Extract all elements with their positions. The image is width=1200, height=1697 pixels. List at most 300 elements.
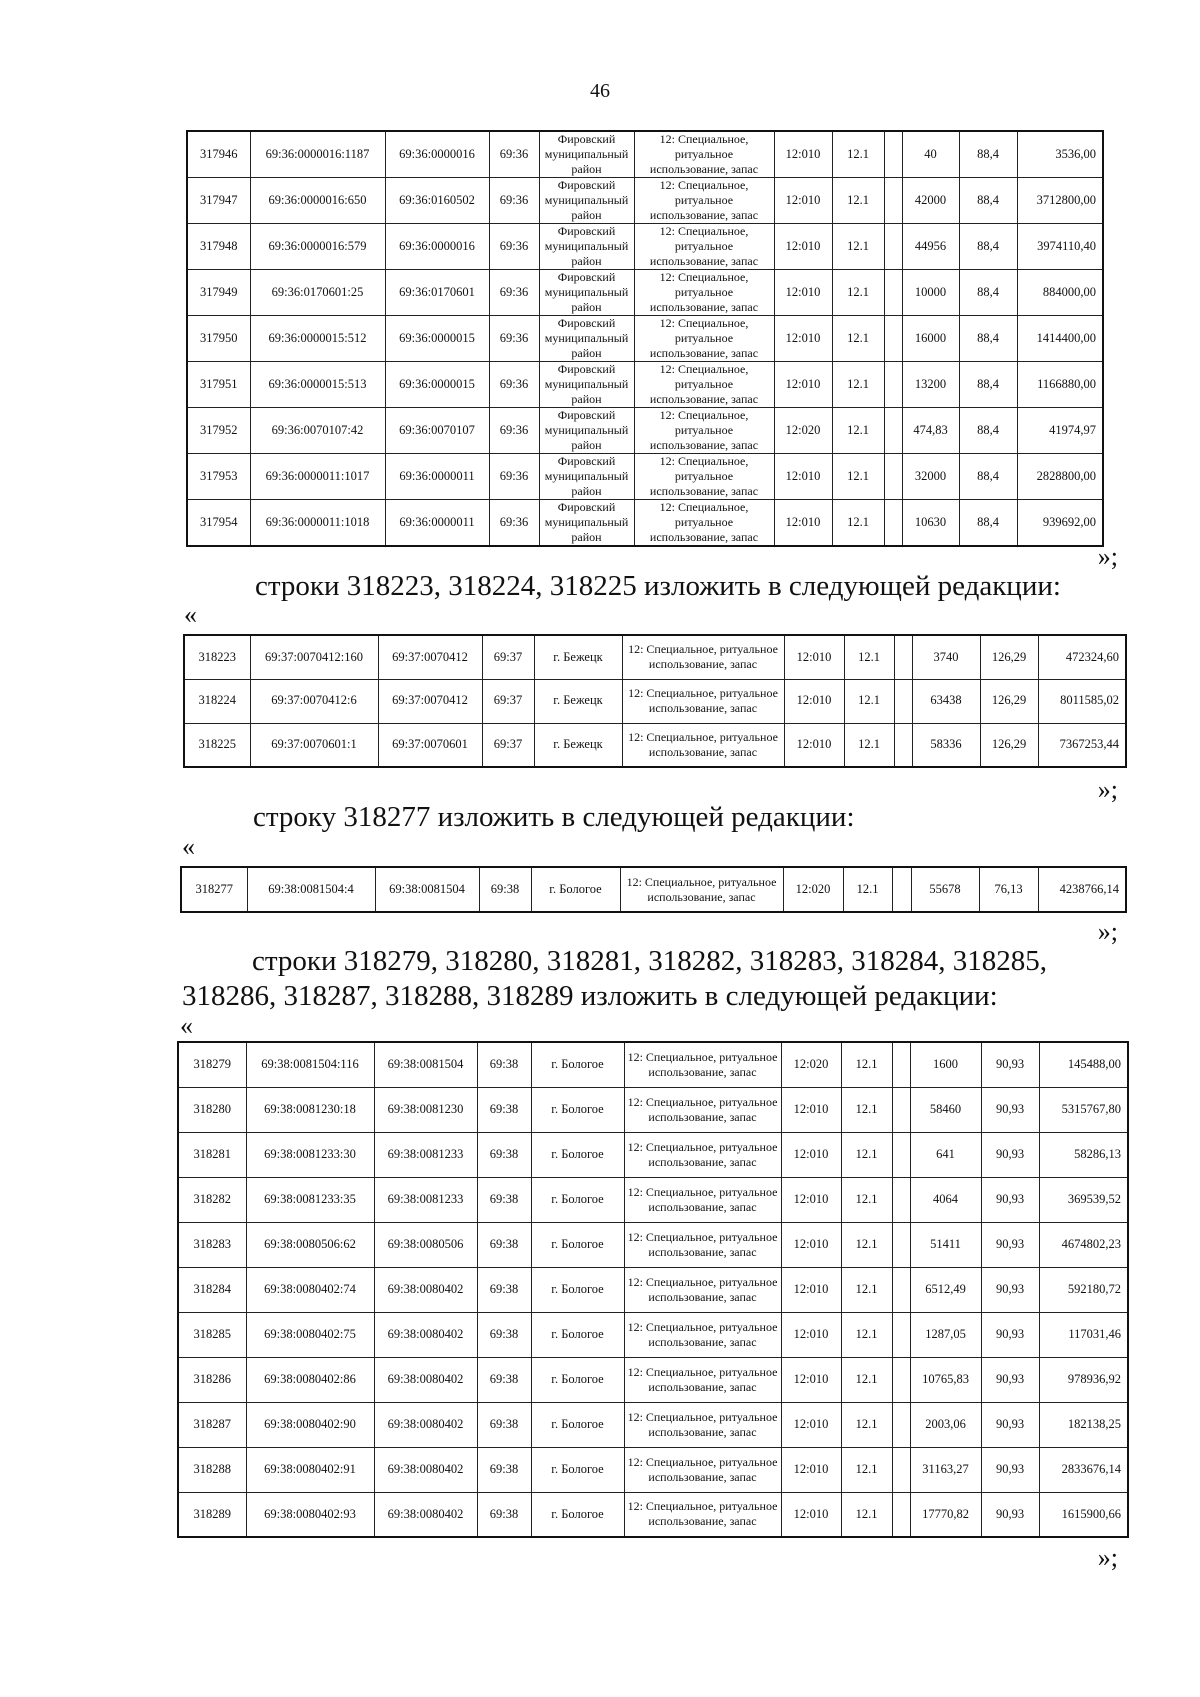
purpose-code-cell: 12:020 [781,1042,841,1087]
land-category-cell: 12: Специальное, ритуальное использование, запас [634,316,774,362]
locality-cell: Фировский муниципальный район [539,224,634,270]
row-number-cell: 318288 [178,1447,246,1492]
area-cell: 58460 [910,1087,981,1132]
cadastral-number-cell: 69:38:0080506:62 [246,1222,374,1267]
group-code-cell: 12.1 [832,500,884,547]
specific-value-cell: 90,93 [981,1312,1039,1357]
purpose-code-cell: 12:010 [781,1447,841,1492]
cadastral-number-cell: 69:38:0081233:35 [246,1177,374,1222]
specific-value-cell: 126,29 [980,723,1038,767]
purpose-code-cell: 12:010 [774,362,832,408]
district-code-cell: 69:38 [477,1312,531,1357]
closing-quote-4: »; [1097,1543,1118,1572]
area-cell: 58336 [912,723,980,767]
row-number-cell: 318281 [178,1132,246,1177]
group-code-cell: 12.1 [841,1312,892,1357]
blank-cell [884,131,902,178]
instruction-4-line-2: 318286, 318287, 318288, 318289 изложить в следующей редакции: [182,980,998,1012]
locality-cell: г. Бологое [531,867,620,912]
specific-value-cell: 88,4 [959,408,1017,454]
specific-value-cell: 88,4 [959,131,1017,178]
row-number-cell: 317952 [187,408,250,454]
instruction-2: строки 318223, 318224, 318225 изложить в следующей редакции: [255,570,1061,602]
land-category-cell: 12: Специальное, ритуальное использование, запас [622,723,784,767]
group-code-cell: 12.1 [844,723,894,767]
cadastral-table-3 [180,866,1127,913]
cadastral-number-cell: 69:36:0000016:650 [250,178,385,224]
quarter-number-cell: 69:36:0070107 [385,408,489,454]
locality-cell: Фировский муниципальный район [539,316,634,362]
specific-value-cell: 126,29 [980,635,1038,679]
land-category-cell: 12: Специальное, ритуальное использование, запас [624,1357,781,1402]
table-row [178,1357,1128,1402]
cadastral-number-cell: 69:38:0080402:74 [246,1267,374,1312]
row-number-cell: 318279 [178,1042,246,1087]
cadastral-value-cell: 939692,00 [1017,500,1103,547]
row-number-cell: 318223 [184,635,250,679]
cadastral-value-cell: 884000,00 [1017,270,1103,316]
purpose-code-cell: 12:010 [781,1267,841,1312]
row-number-cell: 317950 [187,316,250,362]
row-number-cell: 318289 [178,1492,246,1537]
table-row [181,867,1126,912]
table-row [178,1267,1128,1312]
blank-cell [884,224,902,270]
quarter-number-cell: 69:38:0080506 [374,1222,477,1267]
locality-cell: Фировский муниципальный район [539,131,634,178]
district-code-cell: 69:36 [489,362,539,408]
table-row [178,1132,1128,1177]
land-category-cell: 12: Специальное, ритуальное использование, запас [634,408,774,454]
blank-cell [884,362,902,408]
cadastral-value-cell: 1166880,00 [1017,362,1103,408]
purpose-code-cell: 12:010 [781,1222,841,1267]
row-number-cell: 318283 [178,1222,246,1267]
table-row [187,270,1103,316]
group-code-cell: 12.1 [841,1267,892,1312]
opening-quote-2: « [184,600,197,629]
cadastral-value-cell: 3974110,40 [1017,224,1103,270]
cadastral-number-cell: 69:38:0081233:30 [246,1132,374,1177]
specific-value-cell: 88,4 [959,178,1017,224]
purpose-code-cell: 12:010 [774,454,832,500]
quarter-number-cell: 69:38:0081233 [374,1132,477,1177]
cadastral-number-cell: 69:37:0070412:6 [250,679,378,723]
table-row [187,178,1103,224]
table-row [184,679,1126,723]
opening-quote-4: « [180,1011,193,1040]
quarter-number-cell: 69:38:0080402 [374,1312,477,1357]
land-category-cell: 12: Специальное, ритуальное использование, запас [624,1447,781,1492]
area-cell: 40 [902,131,959,178]
blank-cell [892,867,911,912]
group-code-cell: 12.1 [841,1177,892,1222]
group-code-cell: 12.1 [841,1222,892,1267]
blank-cell [892,1492,910,1537]
blank-cell [892,1267,910,1312]
specific-value-cell: 90,93 [981,1222,1039,1267]
area-cell: 641 [910,1132,981,1177]
cadastral-number-cell: 69:38:0081504:4 [247,867,375,912]
closing-quote-2: »; [1097,775,1118,804]
group-code-cell: 12.1 [841,1492,892,1537]
table-row [178,1177,1128,1222]
quarter-number-cell: 69:37:0070412 [378,635,482,679]
table-row [187,131,1103,178]
land-category-cell: 12: Специальное, ритуальное использование, запас [624,1042,781,1087]
row-number-cell: 318277 [181,867,247,912]
blank-cell [884,178,902,224]
table-row [187,362,1103,408]
district-code-cell: 69:36 [489,408,539,454]
cadastral-value-cell: 1615900,66 [1039,1492,1128,1537]
closing-quote-3: »; [1097,917,1118,946]
district-code-cell: 69:37 [482,723,534,767]
row-number-cell: 318280 [178,1087,246,1132]
locality-cell: г. Бологое [531,1312,624,1357]
cadastral-number-cell: 69:36:0000015:512 [250,316,385,362]
specific-value-cell: 90,93 [981,1087,1039,1132]
land-category-cell: 12: Специальное, ритуальное использование, запас [634,224,774,270]
locality-cell: г. Бологое [531,1087,624,1132]
district-code-cell: 69:38 [477,1177,531,1222]
group-code-cell: 12.1 [832,408,884,454]
group-code-cell: 12.1 [843,867,892,912]
specific-value-cell: 76,13 [979,867,1038,912]
cadastral-number-cell: 69:38:0080402:93 [246,1492,374,1537]
locality-cell: г. Бологое [531,1177,624,1222]
row-number-cell: 317953 [187,454,250,500]
area-cell: 1287,05 [910,1312,981,1357]
district-code-cell: 69:36 [489,270,539,316]
cadastral-number-cell: 69:37:0070412:160 [250,635,378,679]
cadastral-value-cell: 4674802,23 [1039,1222,1128,1267]
cadastral-number-cell: 69:38:0081230:18 [246,1087,374,1132]
purpose-code-cell: 12:010 [784,679,844,723]
locality-cell: г. Бологое [531,1222,624,1267]
table-row [187,500,1103,547]
cadastral-number-cell: 69:36:0000016:579 [250,224,385,270]
quarter-number-cell: 69:36:0000011 [385,500,489,547]
cadastral-number-cell: 69:36:0000016:1187 [250,131,385,178]
table-row [187,224,1103,270]
cadastral-value-cell: 5315767,80 [1039,1087,1128,1132]
cadastral-number-cell: 69:36:0000011:1017 [250,454,385,500]
blank-cell [884,316,902,362]
group-code-cell: 12.1 [832,178,884,224]
area-cell: 16000 [902,316,959,362]
specific-value-cell: 88,4 [959,500,1017,547]
land-category-cell: 12: Специальное, ритуальное использование, запас [624,1222,781,1267]
locality-cell: г. Бологое [531,1267,624,1312]
locality-cell: Фировский муниципальный район [539,454,634,500]
district-code-cell: 69:36 [489,131,539,178]
district-code-cell: 69:38 [477,1132,531,1177]
specific-value-cell: 90,93 [981,1357,1039,1402]
blank-cell [894,635,912,679]
cadastral-value-cell: 8011585,02 [1038,679,1126,723]
cadastral-table-1 [186,130,1104,547]
cadastral-number-cell: 69:38:0080402:86 [246,1357,374,1402]
specific-value-cell: 90,93 [981,1177,1039,1222]
table-row [178,1042,1128,1087]
quarter-number-cell: 69:36:0000016 [385,131,489,178]
district-code-cell: 69:37 [482,679,534,723]
cadastral-number-cell: 69:38:0080402:91 [246,1447,374,1492]
cadastral-value-cell: 3536,00 [1017,131,1103,178]
page-number: 46 [590,80,610,102]
quarter-number-cell: 69:36:0000016 [385,224,489,270]
locality-cell: Фировский муниципальный район [539,270,634,316]
cadastral-table-2 [183,634,1127,768]
quarter-number-cell: 69:38:0081230 [374,1087,477,1132]
blank-cell [892,1177,910,1222]
quarter-number-cell: 69:36:0000015 [385,316,489,362]
quarter-number-cell: 69:38:0081504 [375,867,479,912]
closing-quote-1: »; [1097,542,1118,571]
group-code-cell: 12.1 [832,362,884,408]
purpose-code-cell: 12:010 [784,635,844,679]
group-code-cell: 12.1 [841,1357,892,1402]
blank-cell [884,408,902,454]
area-cell: 44956 [902,224,959,270]
row-number-cell: 318285 [178,1312,246,1357]
blank-cell [894,679,912,723]
quarter-number-cell: 69:36:0000011 [385,454,489,500]
area-cell: 4064 [910,1177,981,1222]
area-cell: 10765,83 [910,1357,981,1402]
row-number-cell: 317949 [187,270,250,316]
quarter-number-cell: 69:38:0081504 [374,1042,477,1087]
blank-cell [884,500,902,547]
district-code-cell: 69:36 [489,316,539,362]
specific-value-cell: 126,29 [980,679,1038,723]
area-cell: 10630 [902,500,959,547]
locality-cell: Фировский муниципальный район [539,408,634,454]
quarter-number-cell: 69:36:0170601 [385,270,489,316]
blank-cell [892,1222,910,1267]
quarter-number-cell: 69:38:0080402 [374,1267,477,1312]
quarter-number-cell: 69:38:0080402 [374,1447,477,1492]
specific-value-cell: 88,4 [959,362,1017,408]
area-cell: 13200 [902,362,959,408]
area-cell: 10000 [902,270,959,316]
table-row [178,1447,1128,1492]
row-number-cell: 318225 [184,723,250,767]
locality-cell: Фировский муниципальный район [539,362,634,408]
district-code-cell: 69:38 [477,1492,531,1537]
purpose-code-cell: 12:010 [781,1132,841,1177]
table-row [184,635,1126,679]
cadastral-number-cell: 69:38:0080402:75 [246,1312,374,1357]
purpose-code-cell: 12:010 [781,1357,841,1402]
district-code-cell: 69:38 [477,1447,531,1492]
cadastral-value-cell: 369539,52 [1039,1177,1128,1222]
quarter-number-cell: 69:38:0080402 [374,1357,477,1402]
district-code-cell: 69:38 [477,1042,531,1087]
group-code-cell: 12.1 [844,635,894,679]
land-category-cell: 12: Специальное, ритуальное использование, запас [634,454,774,500]
district-code-cell: 69:36 [489,454,539,500]
specific-value-cell: 90,93 [981,1447,1039,1492]
cadastral-number-cell: 69:36:0170601:25 [250,270,385,316]
cadastral-number-cell: 69:37:0070601:1 [250,723,378,767]
land-category-cell: 12: Специальное, ритуальное использование, запас [620,867,783,912]
district-code-cell: 69:38 [479,867,531,912]
cadastral-value-cell: 145488,00 [1039,1042,1128,1087]
specific-value-cell: 88,4 [959,224,1017,270]
quarter-number-cell: 69:38:0080402 [374,1492,477,1537]
table-row [187,408,1103,454]
cadastral-value-cell: 41974,97 [1017,408,1103,454]
group-code-cell: 12.1 [832,131,884,178]
instruction-3: строку 318277 изложить в следующей редакции: [253,801,855,833]
cadastral-number-cell: 69:38:0080402:90 [246,1402,374,1447]
quarter-number-cell: 69:37:0070412 [378,679,482,723]
blank-cell [892,1447,910,1492]
area-cell: 1600 [910,1042,981,1087]
land-category-cell: 12: Специальное, ритуальное использование, запас [624,1402,781,1447]
cadastral-number-cell: 69:38:0081504:116 [246,1042,374,1087]
area-cell: 31163,27 [910,1447,981,1492]
district-code-cell: 69:38 [477,1267,531,1312]
blank-cell [892,1357,910,1402]
table-row [178,1402,1128,1447]
purpose-code-cell: 12:010 [784,723,844,767]
locality-cell: Фировский муниципальный район [539,178,634,224]
specific-value-cell: 90,93 [981,1132,1039,1177]
cadastral-number-cell: 69:36:0000011:1018 [250,500,385,547]
area-cell: 63438 [912,679,980,723]
land-category-cell: 12: Специальное, ритуальное использование, запас [624,1312,781,1357]
land-category-cell: 12: Специальное, ритуальное использование, запас [634,362,774,408]
purpose-code-cell: 12:020 [783,867,843,912]
district-code-cell: 69:38 [477,1402,531,1447]
district-code-cell: 69:38 [477,1087,531,1132]
land-category-cell: 12: Специальное, ритуальное использование, запас [622,679,784,723]
cadastral-value-cell: 7367253,44 [1038,723,1126,767]
land-category-cell: 12: Специальное, ритуальное использование, запас [634,178,774,224]
row-number-cell: 318282 [178,1177,246,1222]
blank-cell [892,1042,910,1087]
blank-cell [884,270,902,316]
specific-value-cell: 90,93 [981,1492,1039,1537]
table-row [178,1492,1128,1537]
locality-cell: г. Бологое [531,1447,624,1492]
cadastral-value-cell: 2828800,00 [1017,454,1103,500]
cadastral-value-cell: 4238766,14 [1038,867,1126,912]
cadastral-value-cell: 592180,72 [1039,1267,1128,1312]
cadastral-number-cell: 69:36:0070107:42 [250,408,385,454]
area-cell: 55678 [911,867,979,912]
group-code-cell: 12.1 [832,270,884,316]
area-cell: 6512,49 [910,1267,981,1312]
purpose-code-cell: 12:010 [774,270,832,316]
group-code-cell: 12.1 [841,1087,892,1132]
group-code-cell: 12.1 [832,224,884,270]
district-code-cell: 69:36 [489,224,539,270]
blank-cell [884,454,902,500]
locality-cell: Фировский муниципальный район [539,500,634,547]
cadastral-value-cell: 472324,60 [1038,635,1126,679]
area-cell: 17770,82 [910,1492,981,1537]
district-code-cell: 69:36 [489,178,539,224]
row-number-cell: 318284 [178,1267,246,1312]
specific-value-cell: 88,4 [959,454,1017,500]
quarter-number-cell: 69:36:0160502 [385,178,489,224]
instruction-4-line-1: строки 318279, 318280, 318281, 318282, 318283, 318284, 318285, [252,945,1048,977]
area-cell: 32000 [902,454,959,500]
row-number-cell: 317948 [187,224,250,270]
row-number-cell: 318224 [184,679,250,723]
area-cell: 474,83 [902,408,959,454]
purpose-code-cell: 12:010 [781,1402,841,1447]
table-row [187,454,1103,500]
group-code-cell: 12.1 [832,316,884,362]
cadastral-value-cell: 1414400,00 [1017,316,1103,362]
land-category-cell: 12: Специальное, ритуальное использование, запас [624,1177,781,1222]
cadastral-value-cell: 2833676,14 [1039,1447,1128,1492]
blank-cell [892,1087,910,1132]
purpose-code-cell: 12:010 [774,224,832,270]
row-number-cell: 317946 [187,131,250,178]
land-category-cell: 12: Специальное, ритуальное использование, запас [634,270,774,316]
blank-cell [892,1132,910,1177]
group-code-cell: 12.1 [841,1447,892,1492]
group-code-cell: 12.1 [832,454,884,500]
quarter-number-cell: 69:38:0080402 [374,1402,477,1447]
table-row [178,1222,1128,1267]
quarter-number-cell: 69:37:0070601 [378,723,482,767]
purpose-code-cell: 12:020 [774,408,832,454]
land-category-cell: 12: Специальное, ритуальное использование, запас [624,1087,781,1132]
group-code-cell: 12.1 [841,1402,892,1447]
purpose-code-cell: 12:010 [774,316,832,362]
specific-value-cell: 90,93 [981,1042,1039,1087]
blank-cell [892,1312,910,1357]
locality-cell: г. Бологое [531,1492,624,1537]
specific-value-cell: 90,93 [981,1267,1039,1312]
blank-cell [892,1402,910,1447]
locality-cell: г. Бежецк [534,679,622,723]
purpose-code-cell: 12:010 [781,1312,841,1357]
specific-value-cell: 90,93 [981,1402,1039,1447]
area-cell: 3740 [912,635,980,679]
purpose-code-cell: 12:010 [774,500,832,547]
land-category-cell: 12: Специальное, ритуальное использование, запас [624,1492,781,1537]
opening-quote-3: « [182,832,195,861]
group-code-cell: 12.1 [841,1042,892,1087]
row-number-cell: 318286 [178,1357,246,1402]
district-code-cell: 69:38 [477,1222,531,1267]
cadastral-value-cell: 58286,13 [1039,1132,1128,1177]
district-code-cell: 69:36 [489,500,539,547]
purpose-code-cell: 12:010 [781,1177,841,1222]
quarter-number-cell: 69:38:0081233 [374,1177,477,1222]
cadastral-value-cell: 3712800,00 [1017,178,1103,224]
row-number-cell: 318287 [178,1402,246,1447]
table-row [178,1312,1128,1357]
cadastral-value-cell: 117031,46 [1039,1312,1128,1357]
locality-cell: г. Бежецк [534,723,622,767]
specific-value-cell: 88,4 [959,316,1017,362]
cadastral-value-cell: 978936,92 [1039,1357,1128,1402]
purpose-code-cell: 12:010 [781,1087,841,1132]
row-number-cell: 317951 [187,362,250,408]
locality-cell: г. Бологое [531,1132,624,1177]
land-category-cell: 12: Специальное, ритуальное использование, запас [624,1132,781,1177]
row-number-cell: 317954 [187,500,250,547]
